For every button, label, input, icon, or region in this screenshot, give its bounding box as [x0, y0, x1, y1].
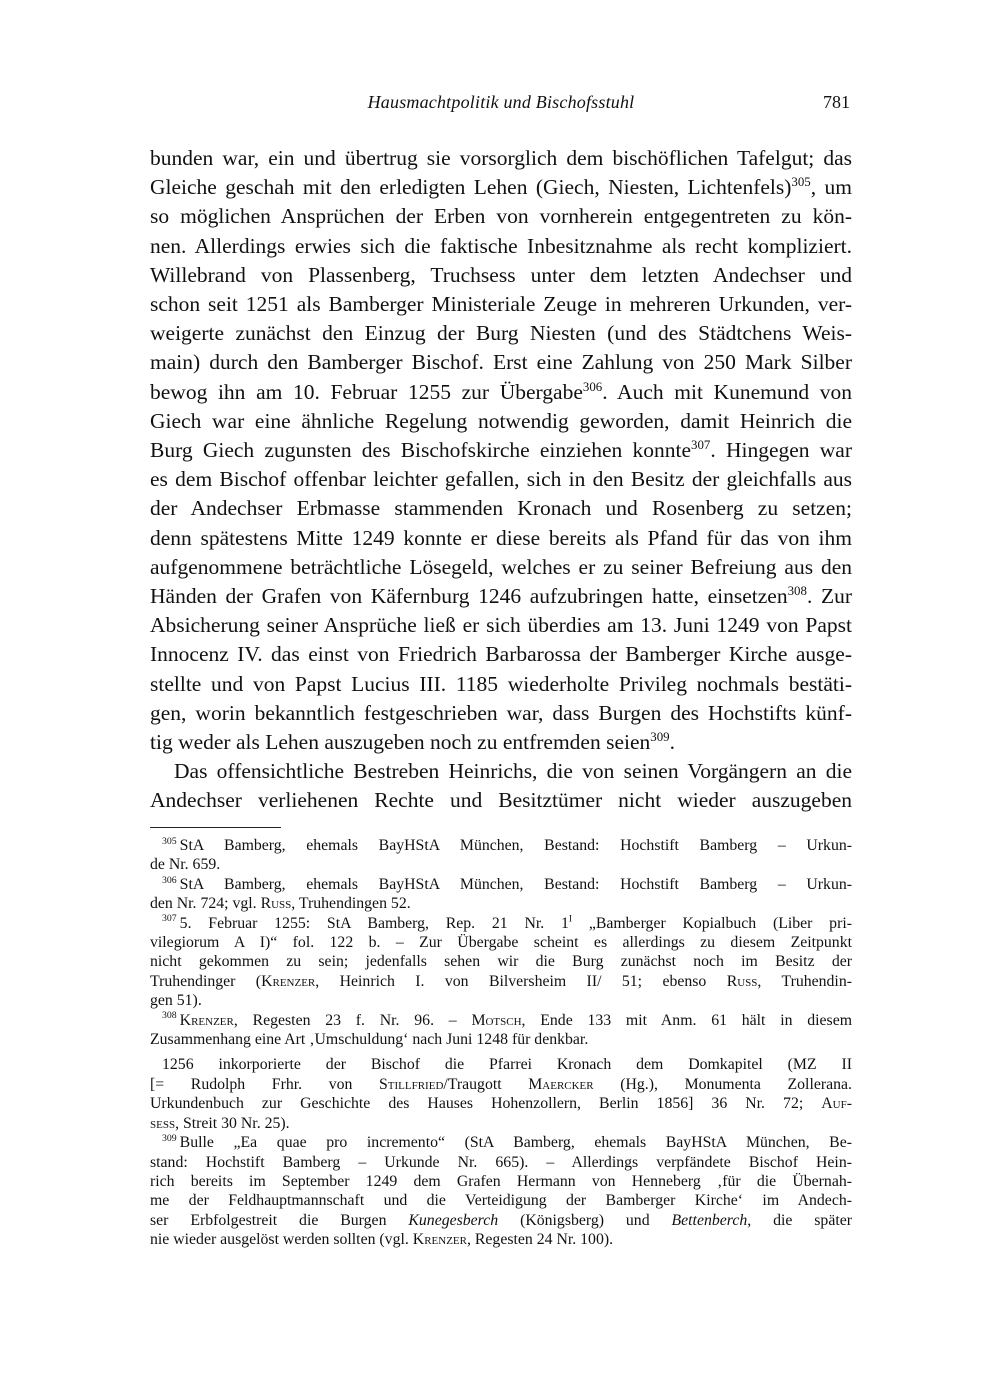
footnote-306: $^{306}$ StA Bamberg, ehemals BayHStA München, Bestand: Hochstift Bamberg – Urkun- den Nr. 724; vgl. Russ, Truhendingen 52.	[150, 874, 852, 913]
text-line: tig weder als Lehen auszugeben noch zu entfremden seien$^{309}$.	[150, 729, 675, 755]
footnote-separator	[150, 827, 281, 828]
footnote-309: $^{309}$ Bulle „Ea quae pro incremento“ (StA Bamberg, ehemals BayHStA München, Be- stand: Hochstift Bamberg – Urkunde Nr. 665). – Allerdings verpfändete Bischof Hein- rich bereits im September 1249 dem Grafen Hermann von Henneberg ‚für die Übernah- me der Feldhauptmannschaft und die Verteidigung der Bamberger Kirche‘ im Andech- ser Erbfolgestreit die Burgen Kunegesberch (Königsberg) und Bettenberch, die später nie wieder ausgelöst werden sollten (vgl. Krenzer, Regesten 24 Nr. 100).	[150, 1132, 852, 1249]
text-line: es dem Bischof offenbar leichter gefallen, sich in den Besitz der gleichfalls aus	[150, 467, 852, 492]
text-line: denn spätestens Mitte 1249 konnte er diese bereits als Pfand für das von ihm	[150, 525, 852, 550]
footnote-ref: 308	[787, 583, 807, 598]
text-line: nen. Allerdings erwies sich die faktische Inbesitznahme als recht kompliziert.	[150, 233, 852, 258]
footnote-number: 308	[162, 1010, 177, 1022]
text-line: bewog ihn am 10. Februar 1255 zur Übergabe$^{306}$. Auch mit Kunemund von	[150, 379, 852, 404]
text-line: Das offensichtliche Bestreben Heinrichs, die von seinen Vorgängern an die	[174, 759, 852, 784]
text-line: Andechser verliehenen Rechte und Besitztümer nicht wieder auszugeben	[150, 788, 852, 813]
footnote-ref: 305	[791, 175, 811, 190]
text-line: so möglichen Ansprüchen der Erben von vornherein entgegentreten zu kön-	[150, 204, 852, 229]
footnotes	[150, 836, 852, 1250]
text-line: aufgenommene beträchtliche Lösegeld, welches er zu seiner Befreiung aus den	[150, 554, 852, 579]
text-line: Giech war eine ähnliche Regelung notwendig geworden, damit Heinrich die	[150, 408, 852, 433]
footnote-ref: 307	[691, 437, 711, 452]
footnote-308: $^{308}$ Krenzer, Regesten 23 f. Nr. 96. – Motsch, Ende 133 mit Anm. 61 hält in diesem Zusammenhang eine Art ‚Umschuldung‘ nach Juni 1248 für denkbar. 1256 inkorporierte der Bischof die Pfarrei Kronach dem Domkapitel (MZ II [= Rudolph Frhr. von Stillfried/Traugott Maercker (Hg.), Monumenta Zollerana. Urkundenbuch zur Geschichte des Hauses Hohenzollern, Berlin 1856] 36 Nr. 72; Auf- sess, Streit 30 Nr. 25).	[150, 1010, 852, 1132]
text-line: der Andechser Erbmasse stammenden Kronach und Rosenberg zu setzen;	[150, 496, 852, 521]
running-title: Hausmachtpolitik und Bischofsstuhl	[367, 92, 635, 112]
running-head	[150, 92, 852, 118]
text-line: bunden war, ein und übertrug sie vorsorglich dem bischöflichen Tafelgut; das	[150, 146, 852, 170]
text-line: gen, worin bekanntlich festgeschrieben war, dass Burgen des Hochstifts künf-	[150, 700, 852, 725]
footnote-number: 309	[162, 1132, 177, 1144]
footnote-ref: 309	[650, 729, 670, 744]
footnote-number: 305	[162, 835, 177, 847]
footnote-number: 306	[162, 874, 177, 886]
main-text	[150, 144, 852, 816]
text-line: Absicherung seiner Ansprüche ließ er sich überdies am 13. Juni 1249 von Papst	[150, 613, 852, 638]
text-line: Innocenz IV. das einst von Friedrich Barbarossa der Bamberger Kirche ausge-	[150, 642, 852, 667]
text-line: Willebrand von Plassenberg, Truchsess unter dem letzten Andechser und	[150, 262, 852, 287]
text-line: weigerte zunächst den Einzug der Burg Niesten (und des Städtchens Weis-	[150, 321, 852, 346]
text-line: main) durch den Bamberger Bischof. Erst eine Zahlung von 250 Mark Silber	[150, 350, 852, 375]
text-line: schon seit 1251 als Bamberger Ministeriale Zeuge in mehreren Urkunden, ver-	[150, 292, 852, 317]
footnote-number: 307	[162, 913, 177, 925]
text-line: Gleiche geschah mit den erledigten Lehen (Giech, Niesten, Lichtenfels)$^{305}$, um	[150, 175, 852, 200]
footnote-307: $^{307}$ 5. Februar 1255: StA Bamberg, Rep. 21 Nr. $1^I$ „Bamberger Kopialbuch (Liber pri- vilegiorum A I)“ fol. 122 b. – Zur Übergabe scheint es allerdings zu diesem Zeitpunkt nicht gekommen zu sein; jedenfalls sehen wir die Burg zunächst noch im Besitz der Truhendinger (Krenzer, Heinrich I. von Bilversheim II/ 51; ebenso Russ, Truhendin- gen 51).	[150, 913, 852, 1010]
page-number: 781	[823, 92, 850, 112]
footnote-ref: 306	[582, 379, 603, 394]
text-line: stellte und von Papst Lucius III. 1185 wiederholte Privileg nochmals bestäti-	[150, 671, 852, 696]
text-line: Händen der Grafen von Käfernburg 1246 aufzubringen hatte, einsetzen$^{308}$. Zur	[150, 583, 853, 609]
footnote-305: $^{305}$ StA Bamberg, ehemals BayHStA München, Bestand: Hochstift Bamberg – Urkun- de Nr. 659.	[150, 835, 852, 874]
text-line: Burg Giech zugunsten des Bischofskirche einziehen konnte$^{307}$. Hingegen war	[150, 437, 852, 463]
